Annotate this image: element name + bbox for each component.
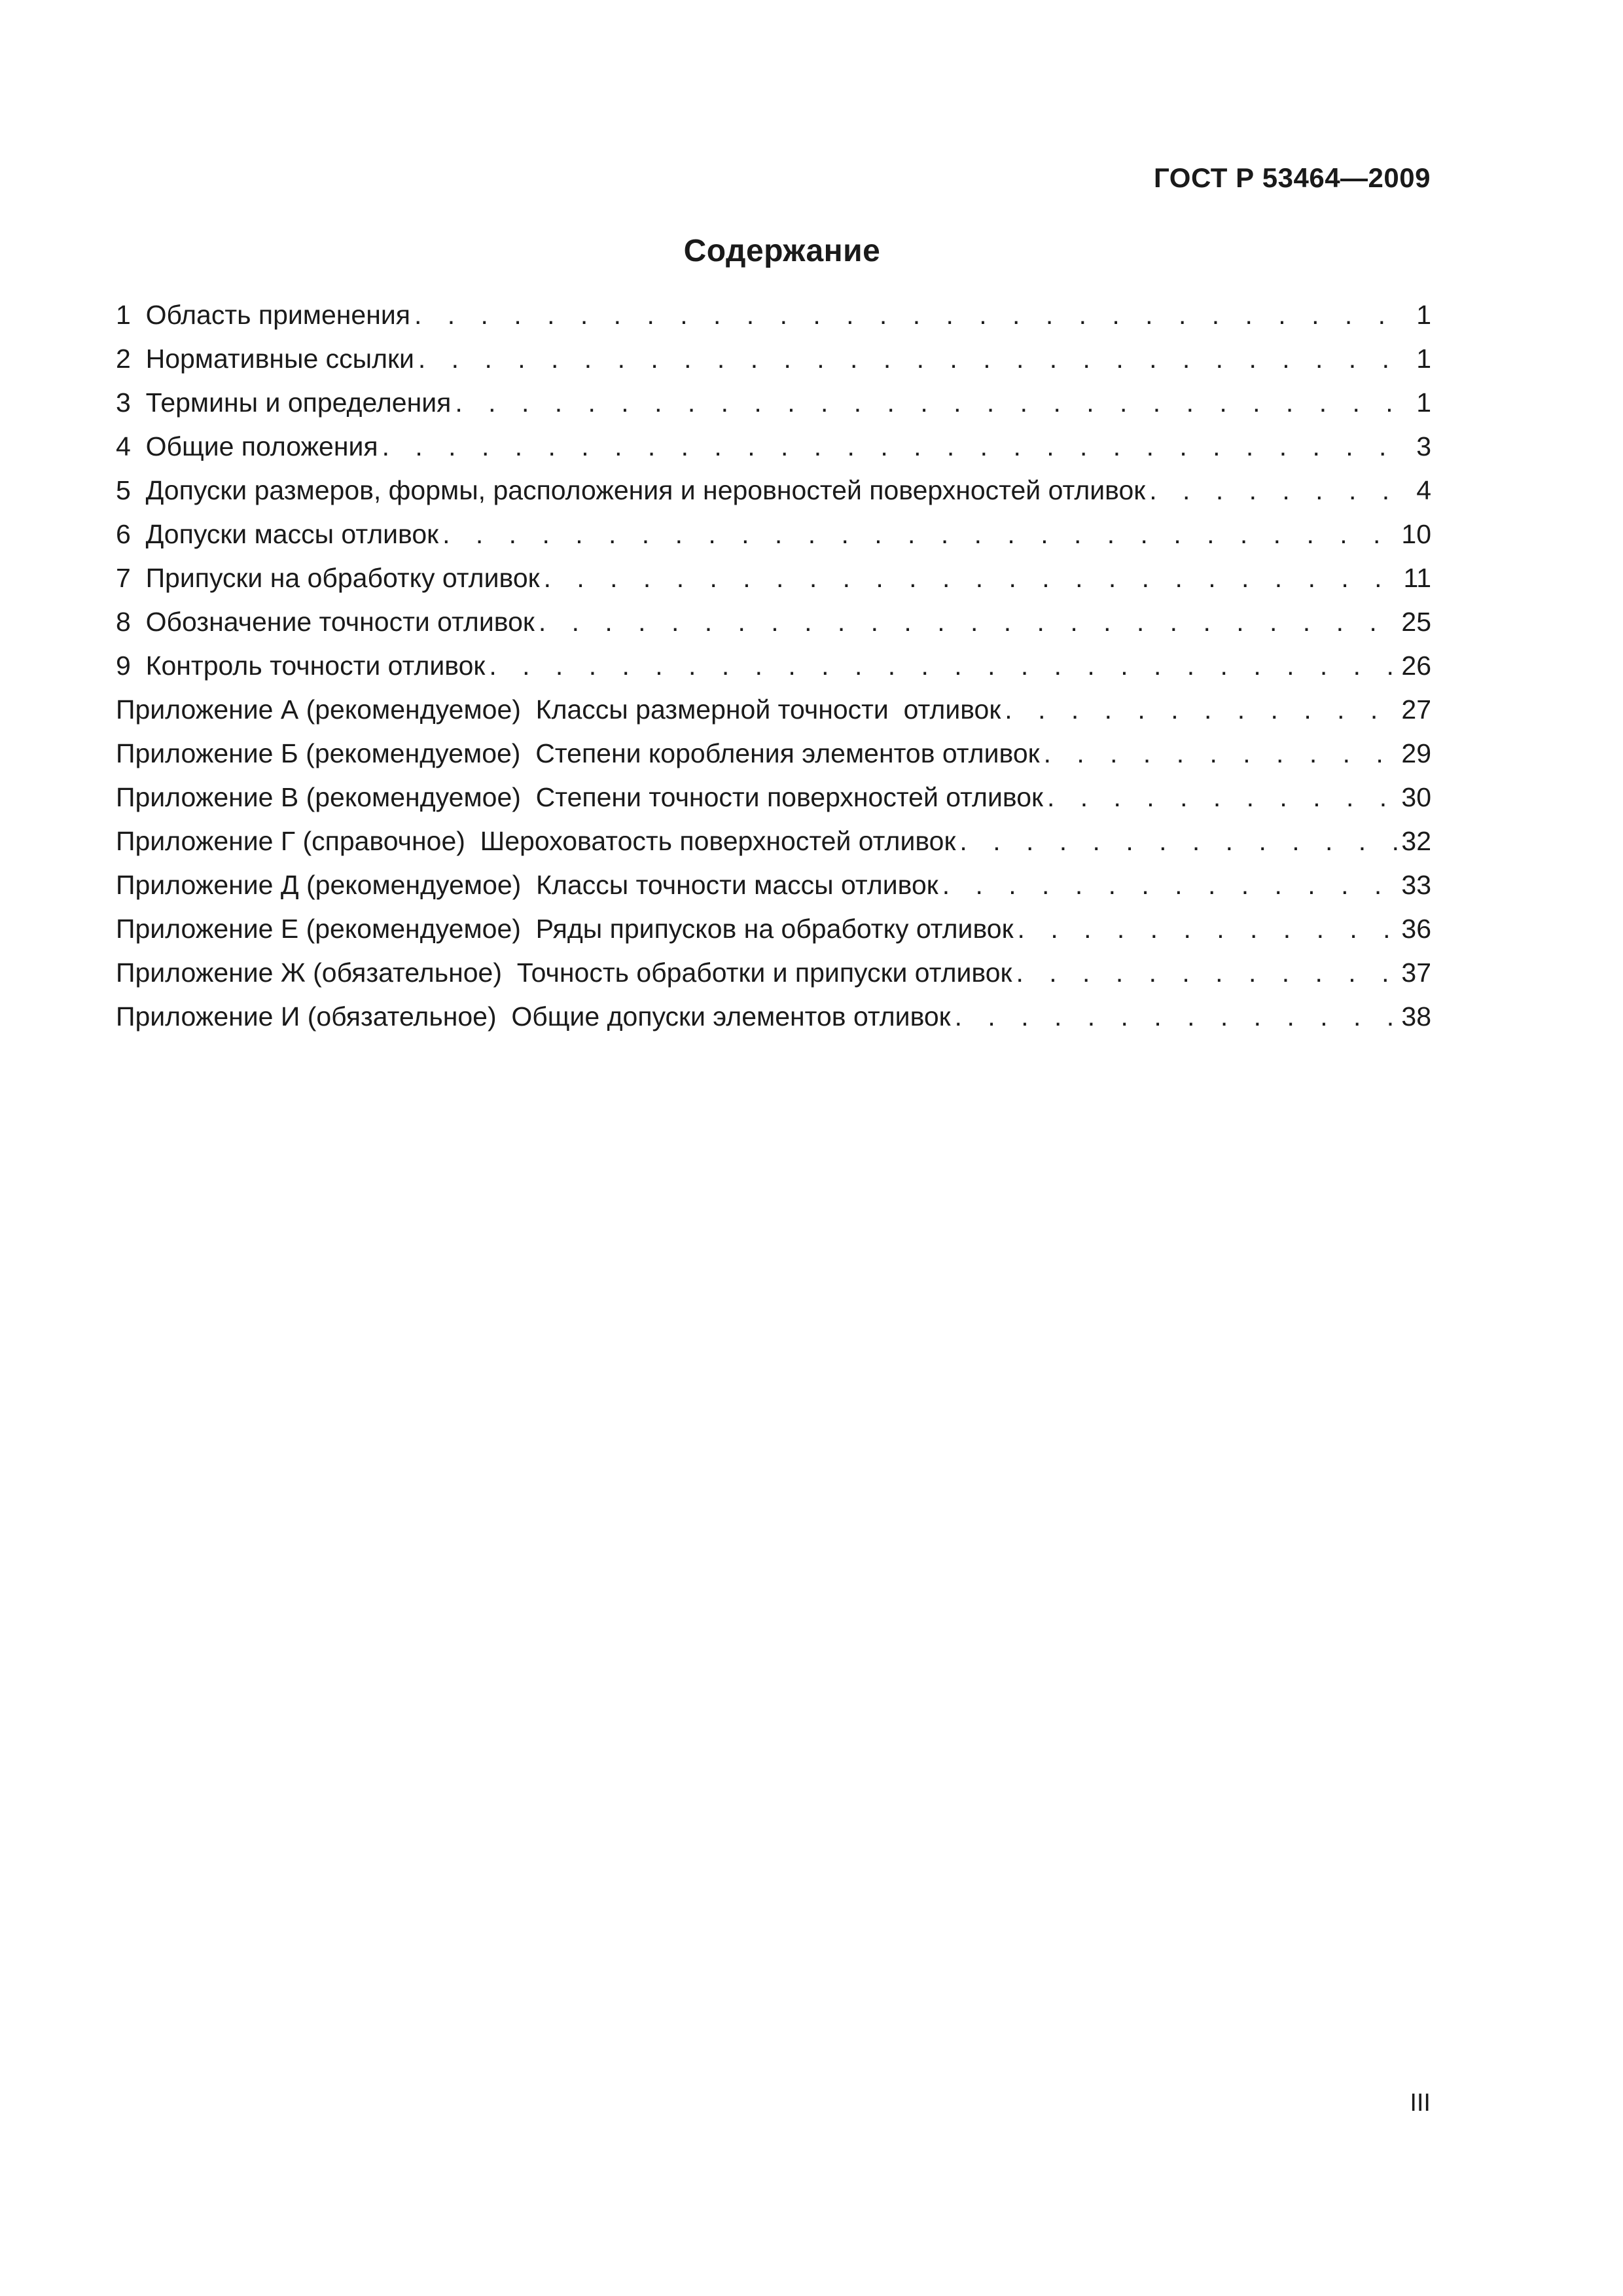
- page-number: III: [1410, 2089, 1431, 2117]
- toc-entry-page: 11: [1403, 563, 1431, 593]
- table-of-contents: [116, 300, 1431, 1045]
- toc-entry[interactable]: [116, 782, 1431, 826]
- toc-entry-page: 1: [1416, 300, 1431, 330]
- toc-entry[interactable]: [116, 958, 1431, 1001]
- toc-entry[interactable]: [116, 870, 1431, 914]
- toc-entry-page: 10: [1401, 519, 1431, 549]
- toc-dot-leader: [955, 1001, 1398, 1032]
- toc-entry[interactable]: [116, 826, 1431, 870]
- toc-entry[interactable]: [116, 694, 1431, 738]
- toc-dot-leader: [418, 344, 1412, 374]
- toc-entry-page: 3: [1416, 431, 1431, 461]
- toc-entry-page: 1: [1416, 344, 1431, 374]
- toc-entry-label: 5 Допуски размеров, формы, расположения и неровностей поверхностей отливок: [116, 475, 1146, 505]
- toc-entry-label: 1 Область применения: [116, 300, 410, 330]
- toc-dot-leader: [942, 870, 1398, 901]
- toc-title: Содержание: [683, 234, 881, 268]
- toc-entry-label: 9 Контроль точности отливок: [116, 651, 486, 681]
- toc-entry-page: 33: [1401, 870, 1431, 900]
- toc-entry-page: 29: [1401, 738, 1431, 768]
- toc-entry[interactable]: [116, 475, 1431, 519]
- toc-entry-label: Приложение Г (справочное) Шероховатость поверхностей отливок: [116, 826, 956, 856]
- toc-entry-page: 38: [1401, 1001, 1431, 1031]
- toc-entry-label: 2 Нормативные ссылки: [116, 344, 414, 374]
- toc-entry-page: 36: [1401, 914, 1431, 944]
- toc-entry-page: 1: [1416, 387, 1431, 418]
- toc-entry-page: 27: [1401, 694, 1431, 725]
- toc-entry-label: Приложение Д (рекомендуемое) Классы точности массы отливок: [116, 870, 938, 900]
- toc-entry[interactable]: [116, 651, 1431, 694]
- toc-entry[interactable]: [116, 738, 1431, 782]
- toc-dot-leader: [455, 387, 1412, 418]
- toc-entry[interactable]: [116, 914, 1431, 958]
- toc-entry-label: Приложение А (рекомендуемое) Классы размерной точности отливок: [116, 694, 1001, 725]
- toc-entry-page: 37: [1401, 958, 1431, 988]
- toc-entry-page: 32: [1401, 826, 1431, 856]
- toc-entry[interactable]: [116, 1001, 1431, 1045]
- toc-entry-label: 3 Термины и определения: [116, 387, 452, 418]
- toc-dot-leader: [959, 826, 1397, 857]
- toc-dot-leader: [442, 519, 1397, 550]
- toc-entry-label: Приложение И (обязательное) Общие допуски элементов отливок: [116, 1001, 951, 1031]
- toc-entry[interactable]: [116, 300, 1431, 344]
- toc-entry-label: Приложение Ж (обязательное) Точность обработки и припуски отливок: [116, 958, 1012, 988]
- toc-entry[interactable]: [116, 344, 1431, 387]
- toc-entry-page: 26: [1401, 651, 1431, 681]
- toc-entry[interactable]: [116, 519, 1431, 563]
- toc-dot-leader: [1018, 914, 1398, 944]
- toc-dot-leader: [544, 563, 1400, 594]
- toc-entry-label: 8 Обозначение точности отливок: [116, 607, 535, 637]
- toc-dot-leader: [1016, 958, 1397, 988]
- toc-dot-leader: [414, 300, 1412, 331]
- toc-entry-label: 4 Общие положения: [116, 431, 378, 461]
- toc-entry-label: 6 Допуски массы отливок: [116, 519, 439, 549]
- toc-entry[interactable]: [116, 607, 1431, 651]
- toc-entry-label: 7 Припуски на обработку отливок: [116, 563, 540, 593]
- toc-entry[interactable]: [116, 431, 1431, 475]
- toc-dot-leader: [489, 651, 1397, 681]
- toc-entry-page: 4: [1416, 475, 1431, 505]
- toc-entry-page: 30: [1401, 782, 1431, 812]
- toc-entry-label: Приложение В (рекомендуемое) Степени точности поверхностей отливок: [116, 782, 1043, 812]
- toc-entry-label: Приложение Е (рекомендуемое) Ряды припусков на обработку отливок: [116, 914, 1014, 944]
- toc-dot-leader: [1044, 738, 1398, 769]
- toc-entry[interactable]: [116, 563, 1431, 607]
- document-code: ГОСТ Р 53464—2009: [1154, 162, 1431, 193]
- toc-dot-leader: [1047, 782, 1397, 813]
- toc-entry-label: Приложение Б (рекомендуемое) Степени коробления элементов отливок: [116, 738, 1040, 768]
- toc-entry[interactable]: [116, 387, 1431, 431]
- toc-dot-leader: [539, 607, 1398, 637]
- toc-dot-leader: [382, 431, 1413, 462]
- toc-dot-leader: [1005, 694, 1397, 725]
- toc-dot-leader: [1149, 475, 1412, 506]
- toc-entry-page: 25: [1401, 607, 1431, 637]
